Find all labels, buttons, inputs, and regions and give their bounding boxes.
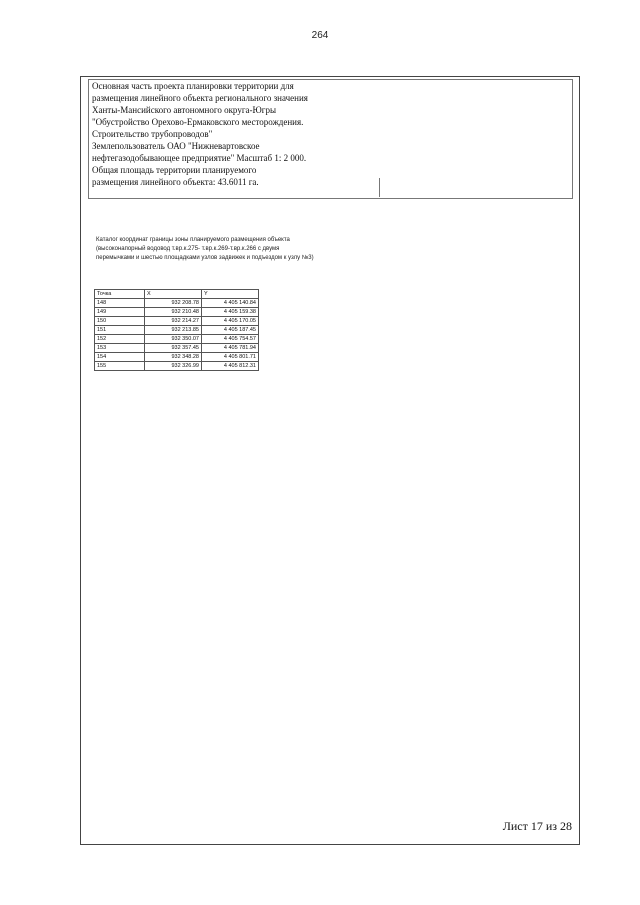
page-number: 264	[311, 30, 329, 41]
catalog-caption-line: перемычками и шестью площадками узлов задвижек и подъездом к узлу №3)	[96, 255, 314, 261]
cell-x: 932 210.48	[145, 308, 202, 317]
title-line: размещения линейного объекта: 43.6011 га.	[92, 177, 259, 187]
cell-x: 932 350.07	[145, 335, 202, 344]
title-line: Ханты-Мансийского автономного округа-Югры	[92, 105, 276, 115]
cell-point: 148	[95, 299, 145, 308]
coordinate-table	[94, 289, 259, 371]
table-row	[95, 326, 259, 335]
header-y: Y	[202, 290, 259, 299]
cell-y: 4 405 781.94	[202, 344, 259, 353]
table-row	[95, 335, 259, 344]
cell-y: 4 405 812.31	[202, 362, 259, 371]
table-header-row	[95, 290, 259, 299]
title-line: нефтегазодобывающее предприятие" Масштаб 1: 2 000.	[92, 153, 307, 163]
table-row	[95, 362, 259, 371]
catalog-caption-line: Каталог координат границы зоны планируемого размещения объекта	[96, 237, 290, 243]
cell-point: 153	[95, 344, 145, 353]
catalog-caption-line: (высоконапорный водовод т.вр.к.275- т.вр.к.269-т.вр.к.266 с двумя	[96, 246, 280, 252]
table-row	[95, 317, 259, 326]
cell-point: 152	[95, 335, 145, 344]
cell-point: 155	[95, 362, 145, 371]
cell-y: 4 405 159.38	[202, 308, 259, 317]
table-row	[95, 308, 259, 317]
sheet-label: Лист 17 из 28	[502, 819, 572, 833]
cell-y: 4 405 170.05	[202, 317, 259, 326]
cell-point: 149	[95, 308, 145, 317]
title-line: "Обустройство Орехово-Ермаковского месторождения.	[92, 117, 304, 127]
cell-x: 932 357.45	[145, 344, 202, 353]
cell-point: 151	[95, 326, 145, 335]
cell-x: 932 348.28	[145, 353, 202, 362]
cell-x: 932 213.85	[145, 326, 202, 335]
header-x: X	[145, 290, 202, 299]
cell-y: 4 405 801.71	[202, 353, 259, 362]
cell-x: 932 208.78	[145, 299, 202, 308]
title-line: Землепользователь ОАО "Нижневартовское	[92, 141, 260, 151]
cell-x: 932 326.99	[145, 362, 202, 371]
table-row	[95, 353, 259, 362]
header-point: Точка	[95, 290, 145, 299]
title-line: Основная часть проекта планировки территории для	[92, 81, 294, 91]
title-block-divider	[379, 178, 380, 197]
cell-y: 4 405 754.57	[202, 335, 259, 344]
title-line: Строительство трубопроводов"	[92, 129, 213, 139]
cell-point: 154	[95, 353, 145, 362]
table-row	[95, 299, 259, 308]
title-line: размещения линейного объекта регионального значения	[92, 93, 308, 103]
cell-y: 4 405 140.84	[202, 299, 259, 308]
cell-y: 4 405 187.45	[202, 326, 259, 335]
table-row	[95, 344, 259, 353]
cell-x: 932 214.27	[145, 317, 202, 326]
title-line: Общая площадь территории планируемого	[92, 165, 257, 175]
cell-point: 150	[95, 317, 145, 326]
